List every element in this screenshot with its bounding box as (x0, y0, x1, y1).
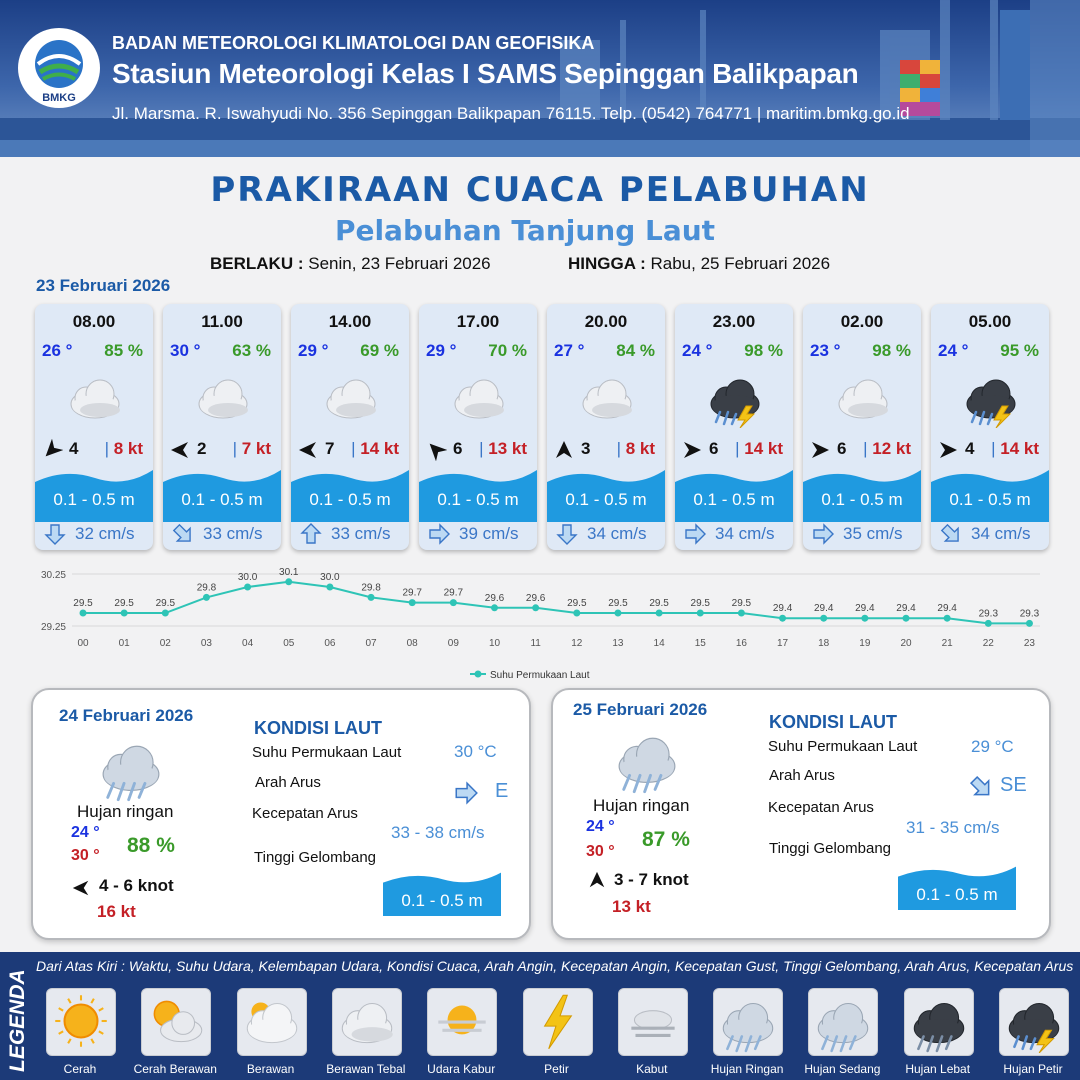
station-address: Jl. Marsma. R. Iswahyudi No. 356 Sepinggan Balikpapan 76115. Telp. (0542) 764771 | maritim.bmkg.go.id (112, 104, 910, 123)
data-point (861, 615, 868, 622)
wind-speed: 3 - 7 knot (614, 870, 689, 889)
data-label: 29.7 (402, 587, 422, 599)
x-tick-label: 00 (77, 638, 89, 649)
hourly-card (35, 304, 153, 550)
data-point (944, 615, 951, 622)
max-temperature: 30 ° (586, 843, 615, 860)
wind-speed: 4 - 6 knot (99, 876, 174, 895)
x-tick-label: 01 (118, 638, 130, 649)
sst-value: 30 °C (454, 742, 497, 761)
sunny-icon (46, 988, 116, 1056)
sst-label: Suhu Permukaan Laut (252, 744, 402, 761)
wind-speed: 4 (965, 439, 975, 458)
current-speed-label: Kecepatan Arus (252, 805, 358, 822)
air-temperature: 24 ° (682, 341, 713, 360)
x-tick-label: 17 (776, 638, 789, 649)
thunderstorm-icon (999, 988, 1069, 1056)
lightning-icon (523, 988, 593, 1056)
current-direction-label: Arah Arus (255, 774, 321, 791)
current-row (163, 520, 281, 548)
hourly-card (675, 304, 793, 550)
hourly-card (419, 304, 537, 550)
wind-speed: 6 (837, 439, 847, 458)
weather-condition: Hujan ringan (77, 802, 174, 821)
humidity: 70 % (488, 341, 527, 360)
current-direction-label: Arah Arus (769, 767, 835, 784)
sst-value: 29 °C (971, 737, 1014, 756)
current-speed: 34 cm/s (715, 524, 775, 543)
data-label: 29.8 (361, 582, 381, 594)
wind-direction-icon (937, 439, 959, 461)
current-direction-icon (939, 522, 963, 546)
legend-side-label (4, 960, 32, 1076)
legend-item-label: Hujan Lebat (905, 1062, 971, 1076)
x-tick-label: 09 (447, 638, 459, 649)
legend-item-label: Berawan (246, 1062, 295, 1076)
sea-surface-temperature-chart (0, 560, 1080, 685)
gust-speed: 14 kt (360, 439, 399, 458)
gust-speed-wrap: | 14 kt (991, 439, 1039, 458)
hourly-card (547, 304, 665, 550)
data-point (1026, 620, 1033, 627)
data-label: 29.5 (608, 598, 628, 609)
data-label: 29.5 (567, 598, 587, 609)
current-row (419, 520, 537, 548)
haze-icon (427, 988, 497, 1056)
daily-forecast-card (31, 688, 531, 940)
data-point (326, 584, 333, 591)
weather-condition: Hujan ringan (593, 796, 690, 815)
wind-direction-icon (809, 439, 831, 461)
gust-speed-wrap: | 8 kt (104, 439, 143, 458)
legend-item-label: Udara Kabur (427, 1062, 496, 1076)
gust-speed-wrap: | 13 kt (479, 439, 527, 458)
x-tick-label: 13 (612, 638, 624, 649)
fog-icon (618, 988, 688, 1056)
valid-from-value: Senin, 23 Februari 2026 (308, 254, 491, 273)
x-tick-label: 23 (1023, 638, 1036, 649)
valid-from-label: BERLAKU : (210, 254, 304, 273)
svg-text:BMKG: BMKG (42, 92, 76, 104)
wind-direction-icon (297, 439, 319, 461)
data-point (450, 599, 457, 606)
y-tick-label: 30.25 (40, 570, 66, 581)
wave-height: 0.1 - 0.5 m (53, 490, 135, 509)
data-label: 29.4 (855, 603, 875, 615)
current-direction-icon (453, 780, 479, 806)
wind-direction-icon (681, 439, 703, 461)
current-row (291, 520, 409, 548)
organization-name: BADAN METEOROLOGI KLIMATOLOGI DAN GEOFISIKA (112, 33, 595, 53)
page-title: PRAKIRAAN CUACA PELABUHAN (210, 170, 870, 210)
wind-row (419, 438, 537, 462)
x-tick-label: 04 (242, 638, 254, 649)
x-tick-label: 19 (859, 638, 871, 649)
data-point (368, 594, 375, 601)
partly-cloudy-icon (141, 988, 211, 1056)
data-label: 29.8 (196, 582, 217, 594)
x-tick-label: 08 (406, 638, 418, 649)
data-point (697, 610, 704, 617)
data-label: 29.3 (978, 608, 999, 620)
gust-speed: 13 kt (488, 439, 527, 458)
light-rain-icon (91, 730, 171, 802)
valid-to (568, 254, 830, 274)
wave-height: 0.1 - 0.5 m (693, 490, 775, 509)
gust-speed: 7 kt (241, 439, 271, 458)
valid-from (210, 254, 491, 274)
wind-speed: 6 (709, 439, 719, 458)
current-direction-icon (683, 522, 707, 546)
x-tick-label: 11 (530, 638, 541, 649)
hourly-card (291, 304, 409, 550)
daily-forecast-card (551, 688, 1051, 940)
valid-to-value: Rabu, 25 Februari 2026 (650, 254, 831, 273)
overcast-icon (332, 988, 402, 1056)
air-temperature: 23 ° (810, 341, 841, 360)
forecast-time: 05.00 (968, 312, 1012, 331)
x-tick-label: 18 (818, 638, 830, 649)
x-tick-label: 02 (159, 638, 171, 649)
gust-speed-wrap: | 14 kt (351, 439, 399, 458)
wind-direction-icon (425, 439, 447, 461)
station-name: Stasiun Meteorologi Kelas I SAMS Sepinggan Balikpapan (112, 58, 859, 89)
wind-row (803, 438, 921, 462)
gust-speed: 16 kt (97, 902, 136, 921)
svg-text:LEGENDA: LEGENDA (6, 969, 29, 1072)
wind-speed: 7 (325, 439, 335, 458)
data-point (244, 584, 251, 591)
x-tick-label: 10 (488, 638, 501, 649)
data-label: 29.6 (484, 592, 505, 604)
gust-speed-wrap: | 12 kt (863, 439, 911, 458)
data-label: 29.4 (813, 603, 834, 615)
series-line (83, 582, 1029, 624)
wind-row (291, 438, 409, 462)
y-tick-label: 29.25 (40, 622, 66, 633)
gust-speed: 14 kt (1000, 439, 1039, 458)
port-name: Pelabuhan Tanjung Laut (334, 214, 716, 247)
data-label: 30.0 (320, 572, 340, 583)
data-label: 29.7 (443, 587, 464, 599)
wind-speed: 4 (69, 439, 79, 458)
current-row (547, 520, 665, 548)
current-row (35, 520, 153, 548)
data-point (409, 599, 416, 606)
hourly-card (163, 304, 281, 550)
cloudy-thick-icon (318, 366, 384, 428)
legend-label: Suhu Permukaan Laut (490, 670, 590, 681)
humidity: 63 % (232, 341, 271, 360)
legend-item-label: Berawan Tebal (326, 1062, 406, 1076)
wave-height-value: 0.1 - 0.5 m (916, 885, 998, 904)
valid-to-label: HINGGA : (568, 254, 646, 273)
wind-speed: 3 (581, 439, 591, 458)
current-speed-value: 31 - 35 cm/s (906, 818, 1000, 837)
wave-height-label: Tinggi Gelombang (769, 840, 892, 857)
gust-speed-wrap: | 7 kt (232, 439, 271, 458)
legend-item-label: Kabut (636, 1062, 668, 1076)
wave-height: 0.1 - 0.5 m (181, 490, 263, 509)
wind-row (675, 438, 793, 462)
air-temperature: 30 ° (170, 341, 201, 360)
legend-item-label: Petir (544, 1062, 569, 1076)
wind-speed: 6 (453, 439, 463, 458)
hourly-card (803, 304, 921, 550)
hourly-card (931, 304, 1049, 550)
data-point (820, 615, 827, 622)
current-direction-icon (811, 522, 835, 546)
min-temperature: 24 ° (586, 818, 615, 835)
x-tick-label: 06 (324, 638, 336, 649)
current-row (803, 520, 921, 548)
humidity: 88 % (127, 834, 175, 857)
wind-direction-icon (169, 439, 191, 461)
wave-height-value: 0.1 - 0.5 m (401, 891, 483, 910)
data-point (985, 620, 992, 627)
current-speed: 34 cm/s (587, 524, 647, 543)
current-row (675, 520, 793, 548)
cloudy-thick-icon (62, 366, 128, 428)
forecast-time: 20.00 (584, 312, 628, 331)
x-tick-label: 20 (900, 638, 912, 649)
data-point (532, 604, 539, 611)
wave-height: 0.1 - 0.5 m (565, 490, 647, 509)
current-speed-value: 33 - 38 cm/s (391, 823, 485, 842)
data-point (573, 610, 580, 617)
thunderstorm-rain-icon (702, 366, 768, 428)
cloudy-thick-icon (574, 366, 640, 428)
heavy-rain-icon (904, 988, 974, 1056)
forecast-date: 23 Februari 2026 (36, 276, 171, 295)
wave-height-label: Tinggi Gelombang (254, 849, 377, 866)
header-banner (0, 0, 1080, 157)
legend-marker (475, 671, 482, 678)
gust-speed-wrap: | 8 kt (616, 439, 655, 458)
data-point (80, 610, 87, 617)
wind-row (931, 438, 1049, 462)
data-point (903, 615, 910, 622)
data-point (779, 615, 786, 622)
x-tick-label: 15 (694, 638, 706, 649)
x-tick-label: 16 (735, 638, 747, 649)
humidity: 84 % (616, 341, 655, 360)
legend-description: Dari Atas Kiri : Waktu, Suhu Udara, Kelembapan Udara, Kondisi Cuaca, Arah Angin, Kecepatan Angin, Kecepatan Gust, Tinggi Gelombang, Arah Arus, Kecepatan Arus (36, 958, 1074, 974)
humidity: 85 % (104, 341, 143, 360)
data-label: 29.4 (937, 603, 957, 615)
air-temperature: 27 ° (554, 341, 585, 360)
sea-conditions-heading: KONDISI LAUT (769, 712, 897, 732)
min-temperature: 24 ° (71, 824, 100, 841)
gust-speed: 12 kt (872, 439, 911, 458)
data-label: 29.5 (649, 598, 669, 609)
max-temperature: 30 ° (71, 847, 100, 864)
data-label: 29.5 (73, 598, 93, 609)
current-speed: 34 cm/s (971, 524, 1031, 543)
moderate-rain-icon (808, 988, 878, 1056)
cloudy-thick-icon (446, 366, 512, 428)
cloudy-thick-icon (190, 366, 256, 428)
day-date: 25 Februari 2026 (573, 700, 708, 719)
humidity: 98 % (744, 341, 783, 360)
data-label: 30.1 (279, 566, 299, 578)
bmkg-emblem-icon (18, 28, 100, 108)
cloudy-icon (237, 988, 307, 1056)
wave-height: 0.1 - 0.5 m (949, 490, 1031, 509)
data-point (162, 610, 169, 617)
wind-row (35, 438, 153, 462)
data-label: 29.5 (155, 598, 176, 609)
legend-item-label: Cerah Berawan (133, 1062, 217, 1076)
wave-height: 0.1 - 0.5 m (437, 490, 519, 509)
x-tick-label: 14 (653, 638, 665, 649)
x-tick-label: 21 (941, 638, 953, 649)
current-speed: 39 cm/s (459, 524, 519, 543)
x-tick-label: 22 (982, 638, 994, 649)
current-direction-icon (299, 522, 323, 546)
current-direction-value: E (495, 780, 509, 802)
data-point (285, 578, 292, 585)
humidity: 87 % (642, 828, 690, 851)
wind-direction-icon (553, 439, 575, 461)
gust-speed: 14 kt (744, 439, 783, 458)
current-speed: 33 cm/s (203, 524, 263, 543)
x-tick-label: 05 (283, 638, 295, 649)
gust-speed: 8 kt (625, 439, 655, 458)
legend-item-label: Hujan Ringan (710, 1062, 784, 1076)
data-label: 29.5 (731, 598, 752, 609)
data-point (491, 604, 498, 611)
current-speed: 33 cm/s (331, 524, 391, 543)
current-row (931, 520, 1049, 548)
legend-item-label: Hujan Petir (1003, 1062, 1063, 1076)
data-point (121, 610, 128, 617)
forecast-time: 23.00 (712, 312, 756, 331)
data-label: 29.5 (690, 598, 710, 609)
sst-label: Suhu Permukaan Laut (768, 738, 918, 755)
wind-direction-icon (587, 870, 607, 890)
current-speed: 35 cm/s (843, 524, 903, 543)
current-speed-label: Kecepatan Arus (768, 799, 874, 816)
forecast-time: 14.00 (328, 312, 372, 331)
wave-height: 0.1 - 0.5 m (309, 490, 391, 509)
data-label: 30.0 (237, 572, 258, 583)
data-point (738, 610, 745, 617)
current-direction-icon (43, 522, 67, 546)
forecast-time: 08.00 (72, 312, 116, 331)
wind-row (163, 438, 281, 462)
wind-direction-icon (71, 878, 91, 898)
forecast-time: 11.00 (201, 312, 243, 331)
data-point (656, 610, 663, 617)
current-direction-icon (968, 774, 994, 800)
legend-item-label: Cerah (63, 1062, 97, 1076)
current-direction-icon (555, 522, 579, 546)
current-direction-icon (427, 522, 451, 546)
wind-direction-icon (41, 439, 63, 461)
humidity: 95 % (1000, 341, 1039, 360)
gust-speed: 8 kt (113, 439, 143, 458)
thunderstorm-rain-icon (958, 366, 1024, 428)
air-temperature: 24 ° (938, 341, 969, 360)
forecast-time: 17.00 (456, 312, 500, 331)
light-rain-icon (713, 988, 783, 1056)
x-tick-label: 07 (365, 638, 377, 649)
current-direction-value: SE (1000, 774, 1027, 796)
current-direction-icon (171, 522, 195, 546)
air-temperature: 26 ° (42, 341, 73, 360)
gust-speed-wrap: | 14 kt (735, 439, 783, 458)
x-tick-label: 12 (571, 638, 583, 649)
data-point (614, 610, 621, 617)
wave-height: 0.1 - 0.5 m (821, 490, 903, 509)
current-speed: 32 cm/s (75, 524, 135, 543)
gust-speed: 13 kt (612, 897, 651, 916)
data-point (203, 594, 210, 601)
data-label: 29.3 (1019, 608, 1040, 620)
wind-row (547, 438, 665, 462)
data-label: 29.4 (772, 603, 793, 615)
sea-conditions-heading: KONDISI LAUT (254, 718, 382, 738)
bmkg-logo (18, 28, 100, 108)
humidity: 98 % (872, 341, 911, 360)
forecast-time: 02.00 (840, 312, 884, 331)
day-date: 24 Februari 2026 (59, 706, 194, 725)
cloudy-thick-icon (830, 366, 896, 428)
air-temperature: 29 ° (298, 341, 329, 360)
wind-speed: 2 (197, 439, 207, 458)
legend-item-label: Hujan Sedang (804, 1062, 881, 1076)
humidity: 69 % (360, 341, 399, 360)
light-rain-icon (607, 722, 687, 794)
data-label: 29.6 (525, 592, 546, 604)
data-label: 29.5 (114, 598, 134, 609)
air-temperature: 29 ° (426, 341, 457, 360)
data-label: 29.4 (896, 603, 916, 615)
x-tick-label: 03 (200, 638, 213, 649)
